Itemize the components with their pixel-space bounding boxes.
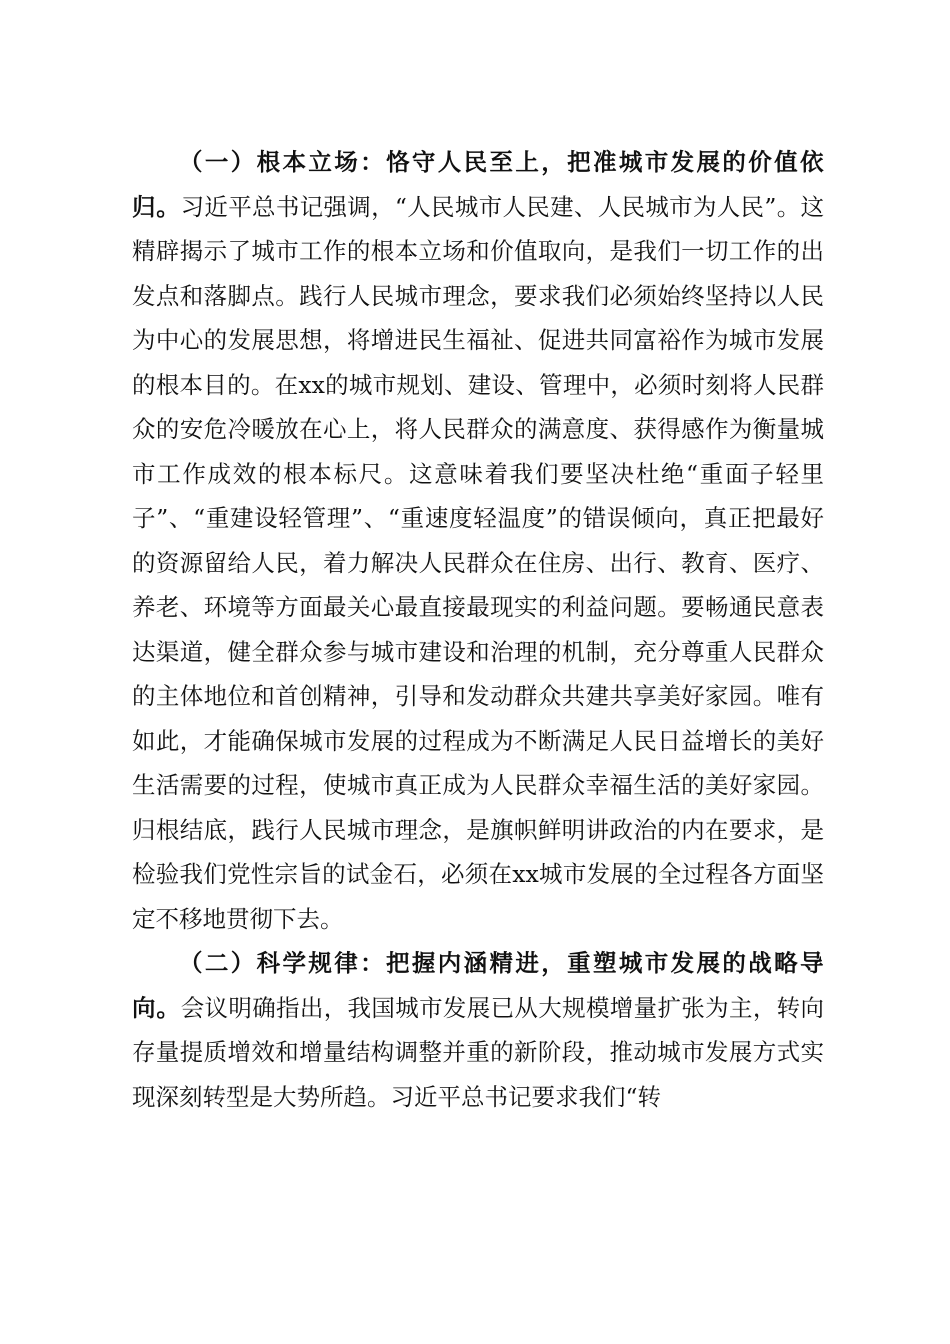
paragraph-1: [132, 140, 824, 941]
paragraph-2: [132, 941, 824, 1119]
paragraph-2-heading: （二）科学规律：把握内涵精进，重塑城市发展的战略导向。: [132, 949, 824, 1022]
paragraph-1-heading: （一）根本立场：恪守人民至上，把准城市发展的价值依归。: [132, 148, 824, 221]
paragraph-1-text: 习近平总书记强调，“人民城市人民建、人民城市为人民”。这精辟揭示了城市工作的根本立场和价值取向，是我们一切工作的出发点和落脚点。践行人民城市理念，要求我们必须始终坚持以人民为中心的发展思想，将增进民生福祉、促进共同富裕作为城市发展的根本目的。在xx的城市规划、建设、管理中，必须时刻将人民群众的安危冷暖放在心上，将人民群众的满意度、获得感作为衡量城市工作成效的根本标尺。这意味着我们要坚决杜绝“重面子轻里子”、“重建设轻管理”、“重速度轻温度”的错误倾向，真正把最好的资源留给人民，着力解决人民群众在住房、出行、教育、医疗、养老、环境等方面最关心最直接最现实的利益问题。要畅通民意表达渠道，健全群众参与城市建设和治理的机制，充分尊重人民群众的主体地位和首创精神，引导和发动群众共建共享美好家园。唯有如此，才能确保城市发展的过程成为不断满足人民日益增长的美好生活需要的过程，使城市真正成为人民群众幸福生活的美好家园。归根结底，践行人民城市理念，是旗帜鲜明讲政治的内在要求，是检验我们党性宗旨的试金石，必须在xx城市发展的全过程各方面坚定不移地贯彻下去。: [132, 192, 825, 933]
paragraph-2-text: 会议明确指出，我国城市发展已从大规模增量扩张为主，转向存量提质增效和增量结构调整并重的新阶段，推动城市发展方式实现深刻转型是大势所趋。习近平总书记要求我们“转: [132, 993, 825, 1111]
document-body: [132, 140, 824, 1119]
